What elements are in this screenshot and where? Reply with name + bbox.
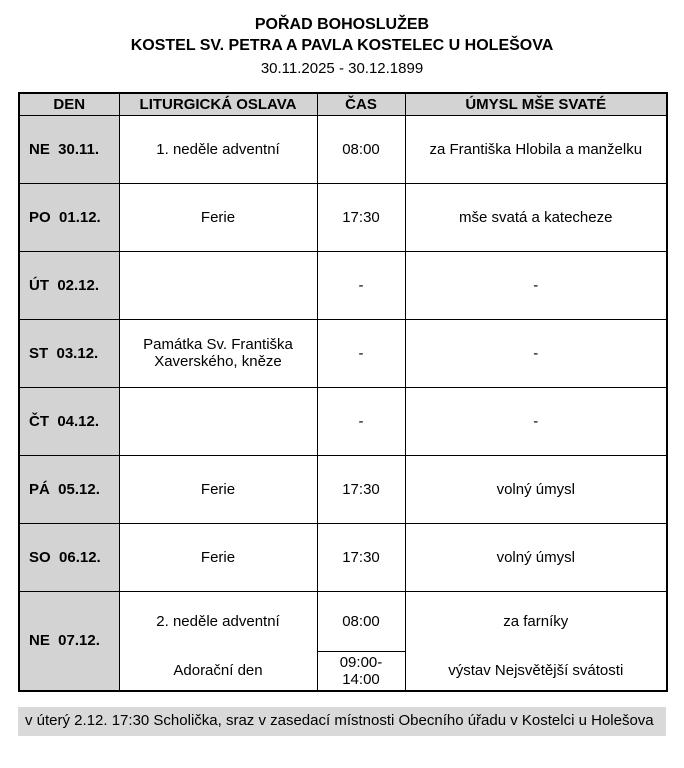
- table-row: [19, 183, 667, 251]
- intention-cell: -: [405, 319, 667, 387]
- column-header-umysl-mse-svate: ÚMYSL MŠE SVATÉ: [405, 93, 667, 115]
- document-header: [18, 14, 666, 79]
- celebration-cell: 1. neděle adventní: [119, 115, 317, 183]
- time-cell: 08:00: [317, 115, 405, 183]
- intention-cell: -: [405, 387, 667, 455]
- footer-note: v úterý 2.12. 17:30 Scholička, sraz v zasedací místnosti Obecního úřadu v Kostelci u Holešova: [18, 707, 666, 736]
- time-cell: 17:30: [317, 523, 405, 591]
- celebration-cell: Ferie: [119, 455, 317, 523]
- table-row: [19, 115, 667, 183]
- date-range: 30.11.2025 - 30.12.1899: [260, 60, 424, 77]
- schedule-table: [18, 92, 668, 692]
- intention-cell: mše svatá a katecheze: [405, 183, 667, 251]
- day-cell: PO 01.12.: [19, 183, 119, 251]
- intention-cell: -: [405, 251, 667, 319]
- celebration-cell: Adorační den: [119, 651, 317, 691]
- column-header-liturgicka-oslava: LITURGICKÁ OSLAVA: [119, 93, 317, 115]
- celebration-cell: [119, 387, 317, 455]
- celebration-cell: [119, 251, 317, 319]
- day-cell: SO 06.12.: [19, 523, 119, 591]
- table-header-row: [19, 93, 667, 115]
- intention-cell: výstav Nejsvětější svátosti: [405, 651, 667, 691]
- time-cell: -: [317, 319, 405, 387]
- time-cell: 08:00: [317, 591, 405, 651]
- intention-cell: volný úmysl: [405, 523, 667, 591]
- time-cell: 17:30: [317, 183, 405, 251]
- day-cell: ÚT 02.12.: [19, 251, 119, 319]
- celebration-cell: Památka Sv. Františka Xaverského, kněze: [119, 319, 317, 387]
- table-row: [19, 251, 667, 319]
- table-row: [19, 319, 667, 387]
- table-row: [19, 455, 667, 523]
- table-row: [19, 387, 667, 455]
- table-row: [19, 523, 667, 591]
- day-cell: PÁ 05.12.: [19, 455, 119, 523]
- time-cell: 09:00-14:00: [317, 651, 405, 691]
- day-cell: NE 30.11.: [19, 115, 119, 183]
- church-name: KOSTEL SV. PETRA A PAVLA KOSTELEC U HOLEŠOVA: [130, 37, 554, 54]
- document-title: POŘAD BOHOSLUŽEB: [254, 16, 430, 33]
- day-cell: NE 07.12.: [19, 591, 119, 691]
- table-row: [19, 591, 667, 651]
- intention-cell: za farníky: [405, 591, 667, 651]
- time-cell: -: [317, 387, 405, 455]
- celebration-cell: Ferie: [119, 523, 317, 591]
- day-cell: ST 03.12.: [19, 319, 119, 387]
- intention-cell: za Františka Hlobila a manželku: [405, 115, 667, 183]
- intention-cell: volný úmysl: [405, 455, 667, 523]
- day-cell: ČT 04.12.: [19, 387, 119, 455]
- time-cell: 17:30: [317, 455, 405, 523]
- celebration-cell: Ferie: [119, 183, 317, 251]
- column-header-cas: ČAS: [317, 93, 405, 115]
- time-cell: -: [317, 251, 405, 319]
- celebration-cell: 2. neděle adventní: [119, 591, 317, 651]
- column-header-den: DEN: [19, 93, 119, 115]
